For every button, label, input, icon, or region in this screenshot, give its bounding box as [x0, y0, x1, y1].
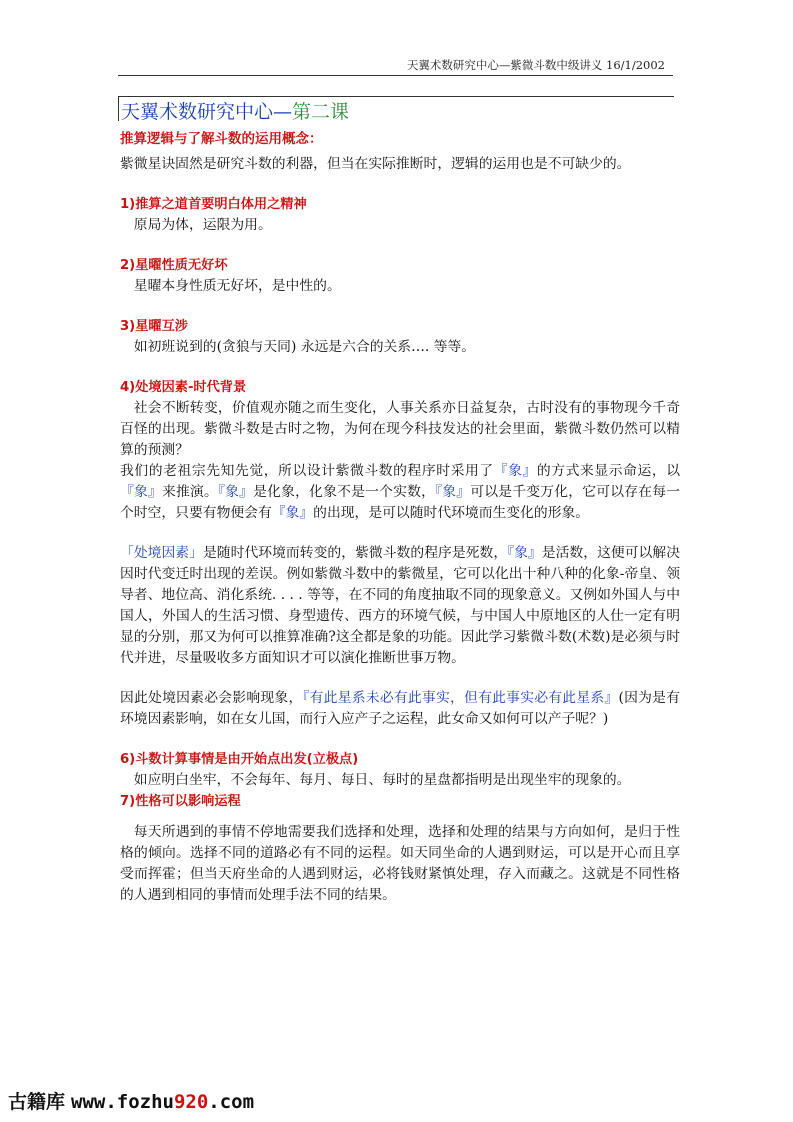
key-quote: 『有此星系未必有此事实，但有此事实必有此星系』: [302, 690, 619, 706]
xiang-term: 『象』: [493, 463, 537, 479]
section-heading-7: 7)性格可以影响运程: [120, 794, 241, 809]
site-url: www.fozhu920.com: [71, 1091, 255, 1113]
section-4-paragraph-2: 我们的老祖宗先知先觉，所以设计紫微斗数的程序时采用了『象』的方式来显示命运，以『象』来推演。『象』是化象，化象不是一个实数，『象』可以是千变万化，它可以存在每一个时空，只要有物便会有『象』的出现，是可以随时代环境而生变化的形象。: [120, 463, 681, 521]
watermark-footer: [8, 1087, 254, 1114]
section-heading-3: 3)星曜互涉: [120, 319, 188, 334]
running-header: 天翼术数研究中心—紫微斗数中级讲义 16/1/2002: [406, 58, 665, 72]
situation-factor-term: 「处境因素」: [120, 545, 203, 561]
section-body-3: 如初班说到的(贪狼与天同) 永远是六合的关系…. 等等。: [133, 339, 476, 355]
site-name: 古籍库: [8, 1091, 66, 1113]
section-heading-6: 6)斗数计算事情是由开始点出发(立极点): [120, 752, 359, 767]
section-body-6: 如应明白坐牢，不会每年、每月、每日、每时的星盘都指明是出现坐牢的现象的。: [133, 772, 631, 788]
section-body-1: 原局为体，运限为用。: [133, 217, 272, 233]
lesson-title: [121, 97, 349, 124]
section-heading-1: 1)推算之道首要明白体用之精神: [120, 197, 307, 212]
xiang-term: 『象』: [120, 484, 162, 500]
section-4-paragraph-3: 「处境因素」是随时代环境而转变的，紫微斗数的程序是死数，『象』是活数，这便可以解决因时代变迁时出现的差误。例如紫微斗数中的紫微星，它可以化出十种八种的化象-帝皇、领导者、地位高、消化系统. . . . 等等，在不同的角度抽取不同的现象意义。又例如外国人与中国人，外国人的生活习惯、身型遗传、西方的环境气候，与中国人中原地区的人仕一定有明显的分别，那又为何可以推算准确?这全都是象的功能。因此学习紫微斗数(术数)是必须与时代并进，尽量吸收多方面知识才可以演化推断世事万物。: [120, 545, 681, 666]
section-4-paragraph-1: 社会不断转变，价值观亦随之而生变化，人事关系亦日益复杂，古时没有的事物现今千奇百怪的出现。紫微斗数是古时之物，为何在现今科技发达的社会里面，紫微斗数仍然可以精算的预测？: [120, 400, 680, 458]
section-4-paragraph-4: 因此处境因素必会影响现象，『有此星系未必有此事实，但有此事实必有此星系』(因为是有环境因素影响，如在女儿国，而行入应产子之运程，此女命又如何可以产子呢？): [120, 690, 681, 727]
xiang-term: 『象』: [435, 484, 471, 500]
document-body: [120, 154, 680, 906]
section-body-7: 每天所遇到的事情不停地需要我们选择和处理，选择和处理的结果与方向如何，是归于性格的倾向。选择不同的道路必有不同的运程。如天同坐命的人遇到财运，可以是开心而且享受而挥霍；但当天府坐命的人遇到财运，必将钱财紧慎处理，存入而藏之。这就是不同性格的人遇到相同的事情而处理手法不同的结果。: [120, 824, 680, 903]
lesson-title-box: [118, 96, 674, 121]
section-body-2: 星曜本身性质无好坏，是中性的。: [133, 278, 341, 294]
title-lesson-number: 第二课: [292, 101, 350, 123]
intro-paragraph: 紫微星诀固然是研究斗数的利器，但当在实际推断时，逻辑的运用也是不可缺少的。: [120, 156, 631, 172]
section-subtitle: 推算逻辑与了解斗数的运用概念：: [120, 131, 323, 147]
section-heading-4: 4)处境因素-时代背景: [120, 380, 247, 395]
section-heading-2: 2)星曜性质无好坏: [120, 258, 228, 273]
title-center-name: 天翼术数研究中心—: [121, 101, 293, 123]
xiang-term: 『象』: [218, 484, 254, 500]
xiang-term: 『象』: [507, 545, 542, 561]
xiang-term: 『象』: [271, 505, 314, 521]
header-rule: [118, 75, 673, 76]
